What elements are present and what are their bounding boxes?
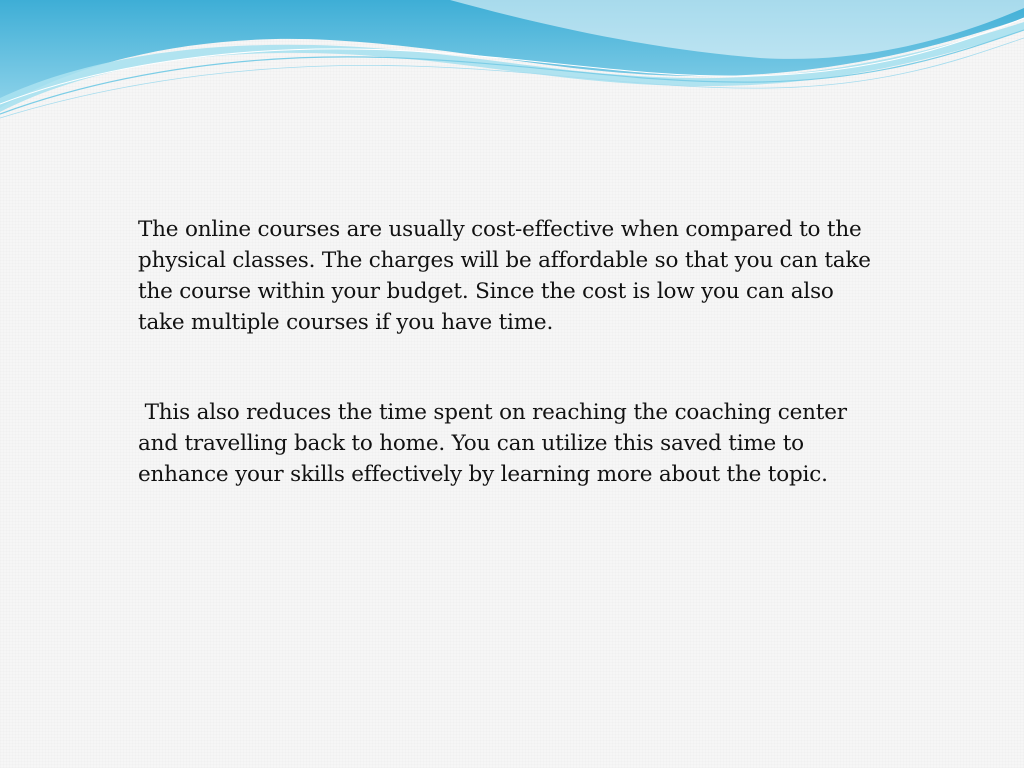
paragraph-cost-effective: The online courses are usually cost-effective when compared to the physical classes. The charges will be affordable so that you can take the course within your budget. Since the cost is low you can also take multiple courses if you have time. xyxy=(138,217,871,335)
header-wave-decoration xyxy=(0,0,1024,130)
paragraph-time-saving: This also reduces the time spent on reaching the coaching center and travelling back to home. You can utilize this saved time to enhance your skills effectively by learning more about the topic. xyxy=(138,400,854,487)
slide-body xyxy=(138,214,878,490)
